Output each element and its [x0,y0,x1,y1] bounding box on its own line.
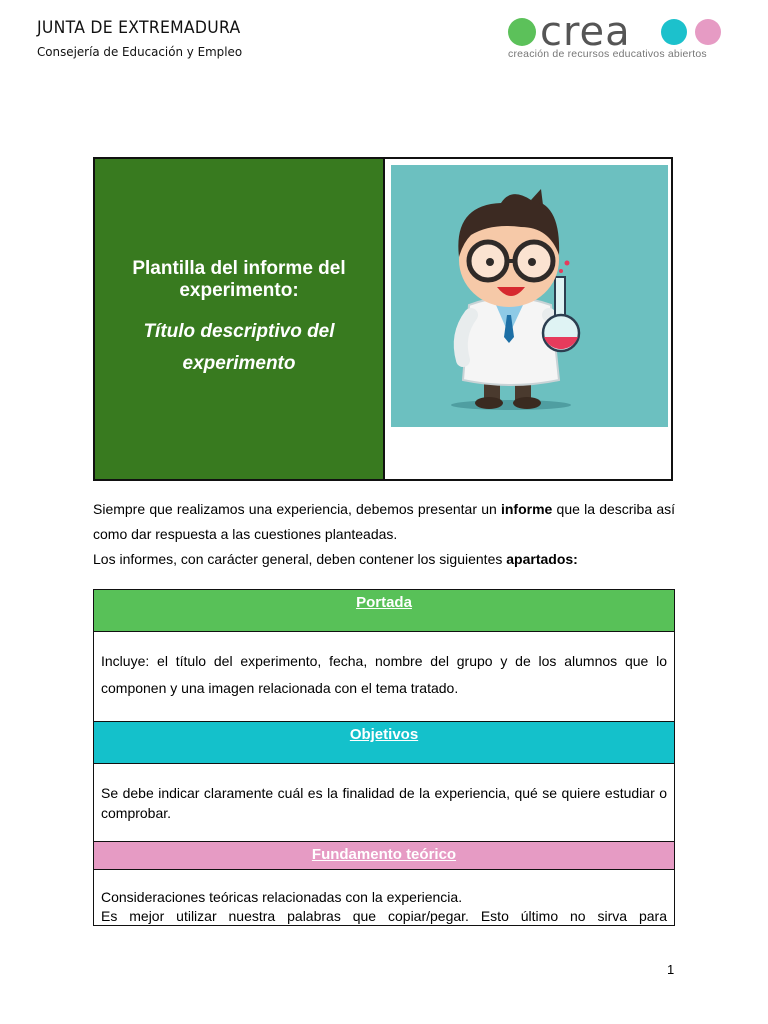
logo-pink-dot [695,19,721,45]
intro-paragraph-1: Siempre que realizamos una experiencia, debemos presentar un informe que la describa así como dar respuesta a las cuestiones planteadas. [93,501,675,542]
intro-text [93,497,675,572]
section-header-fundamento: Fundamento teórico [94,842,674,870]
fundamento-line-2: Es mejor utilizar nuestra palabras que copiar/pegar. Esto último no sirva para [101,908,667,924]
cover-title: Plantilla del informe del experimento: [132,258,346,301]
section-header-objetivos: Objetivos [94,722,674,764]
intro-paragraph-2: Los informes, con carácter general, deben contener los siguientes apartados: [93,551,578,567]
section-body-portada: Incluye: el título del experimento, fecha, nombre del grupo y de los alumnos que lo componen y una imagen relacionada con el tema tratado. [94,632,674,722]
bold-apartados: apartados: [506,551,578,567]
cover-image-cell [385,159,671,479]
cover-title-panel [95,159,385,479]
section-header-portada: Portada [94,590,674,632]
logo-teal-dot [661,19,687,45]
scientist-illustration-icon [391,165,668,427]
sections-table [93,589,675,926]
logo-tagline: creación de recursos educativos abiertos [508,48,707,60]
logo-green-dot [508,18,536,46]
fundamento-line-1: Consideraciones teóricas relacionadas con la experiencia. [101,889,463,905]
section-body-fundamento [94,870,674,926]
org-title: JUNTA DE EXTREMADURA [37,18,241,38]
logo-word: crea [540,12,631,55]
cover-subtitle: Título descriptivo del experimento [143,321,335,374]
section-body-objetivos: Se debe indicar claramente cuál es la finalidad de la experiencia, qué se quiere estudiar o comprobar. [94,764,674,842]
bold-informe: informe [500,501,553,517]
cover-table [93,157,673,481]
page-number: 1 [667,962,675,977]
org-subtitle: Consejería de Educación y Empleo [37,44,243,59]
